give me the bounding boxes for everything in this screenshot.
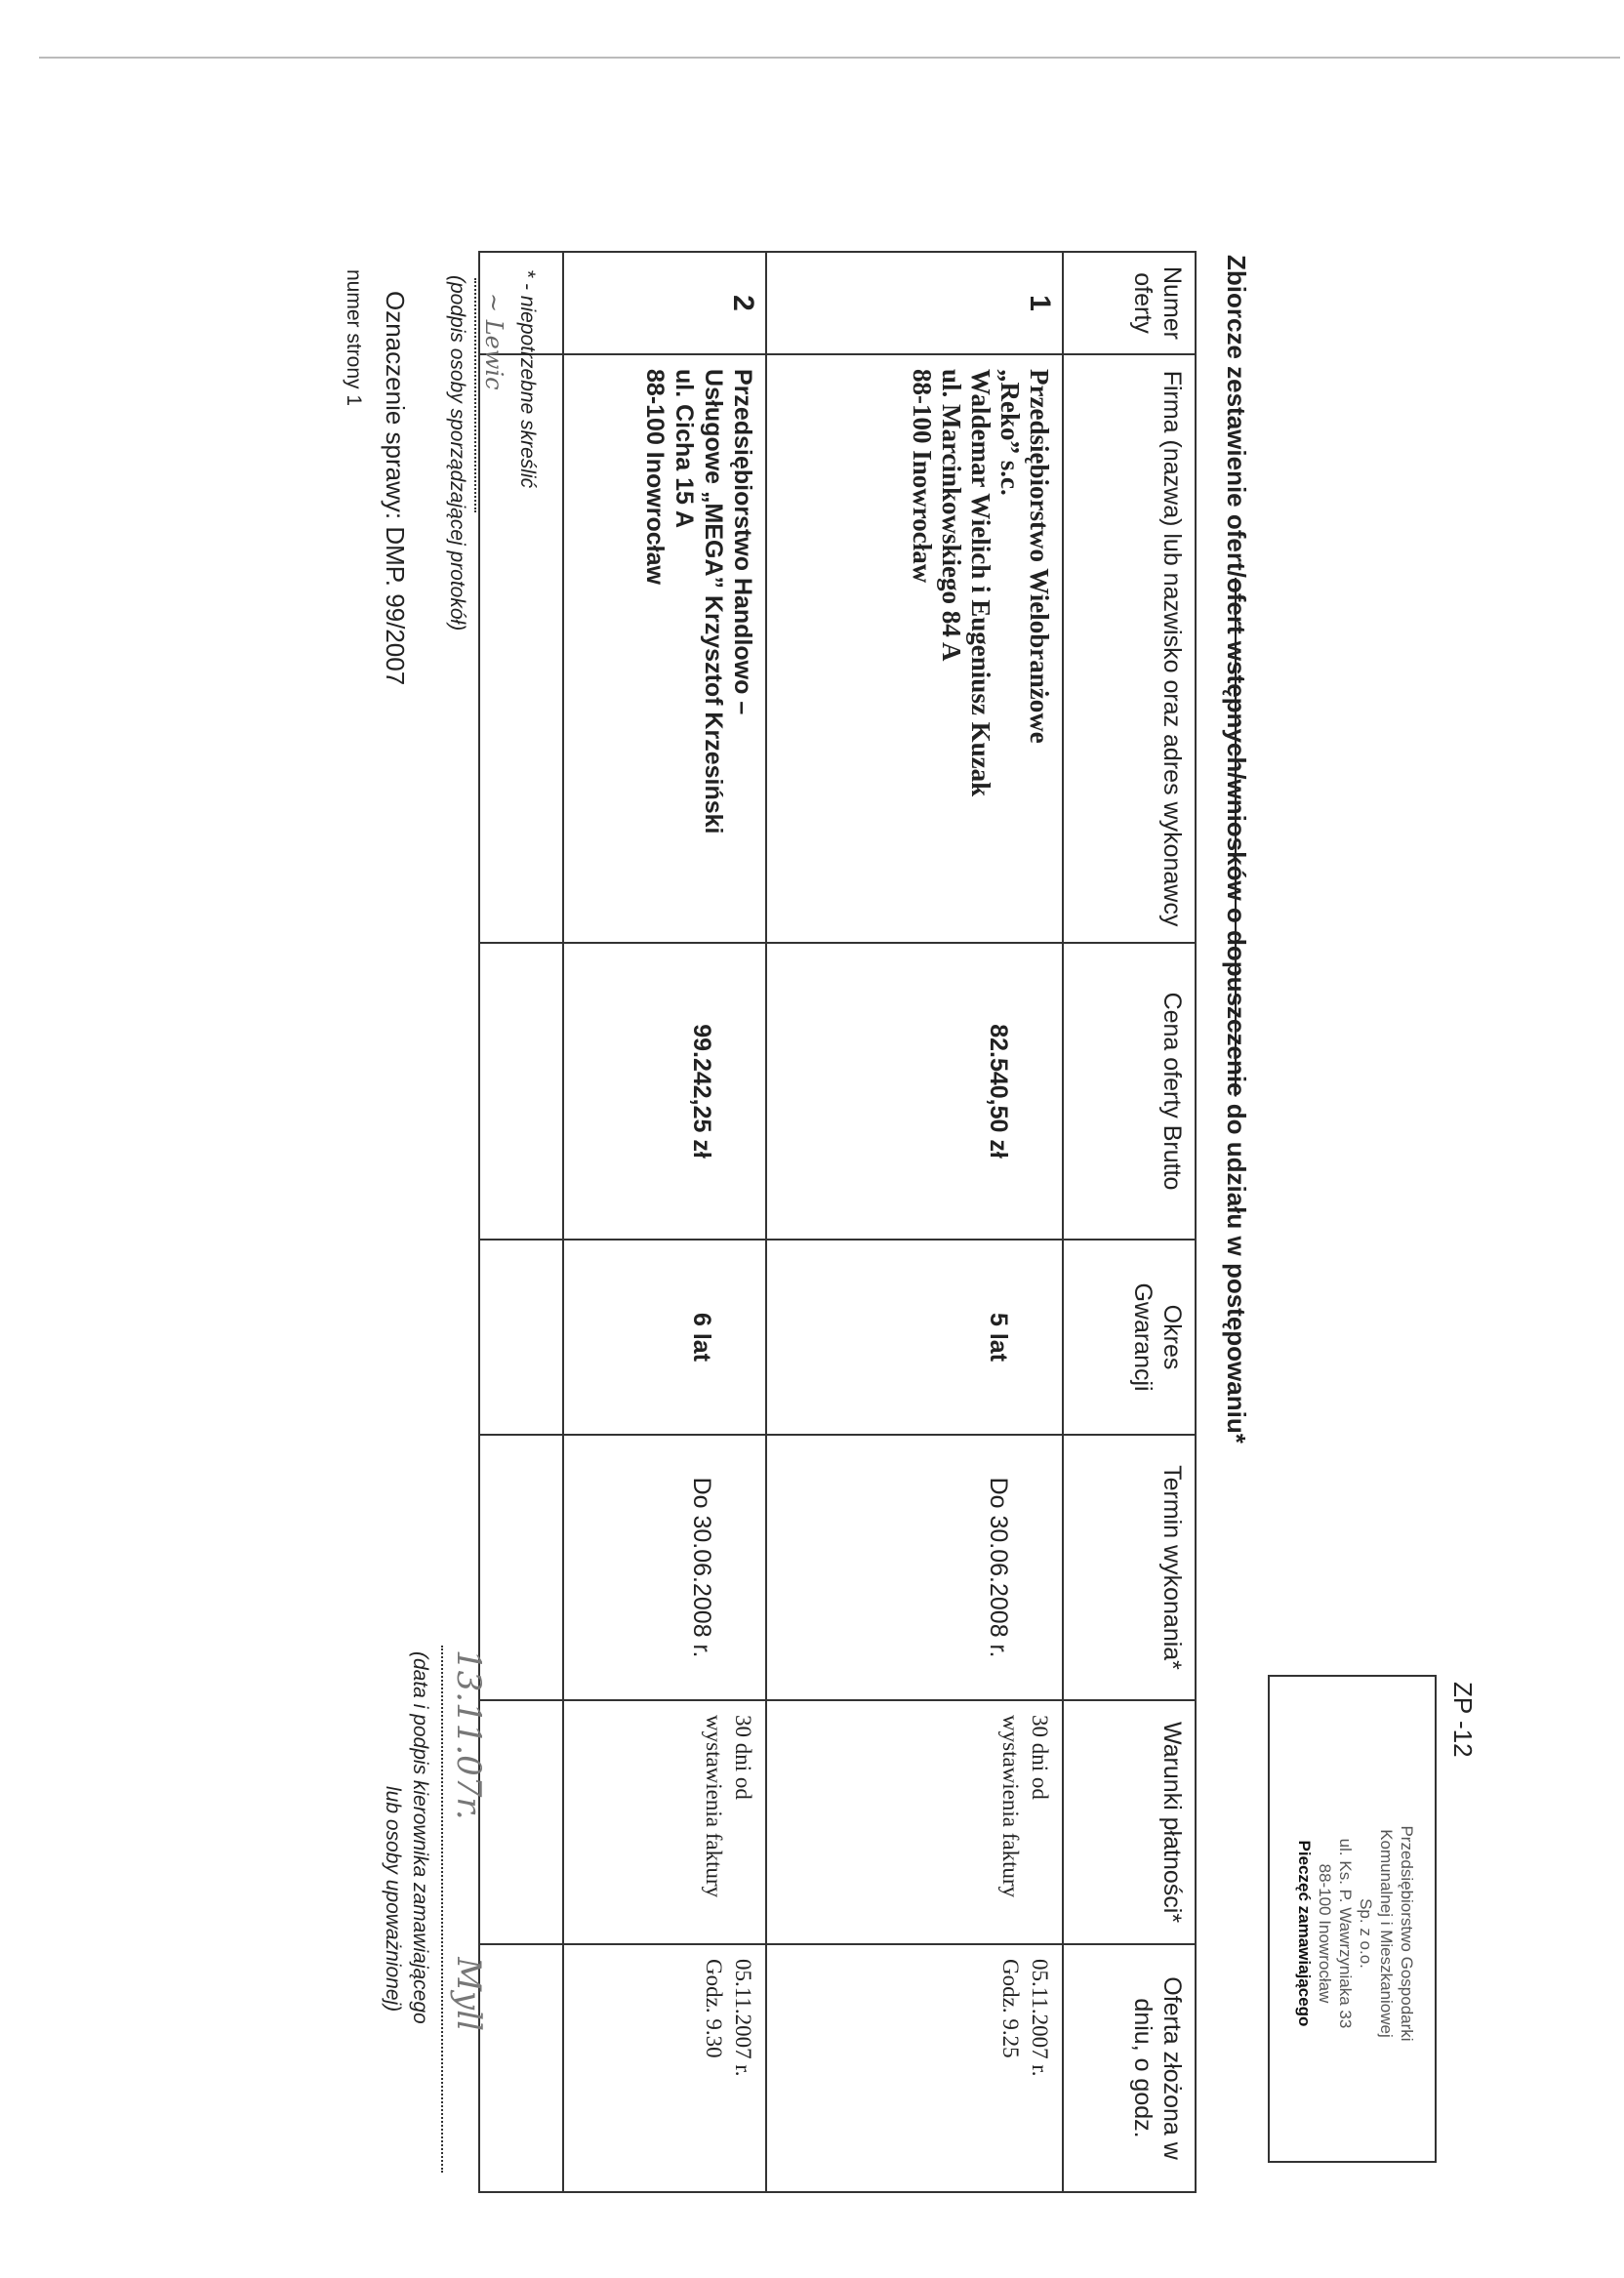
price-cell: 99.242,25 zł xyxy=(563,943,766,1240)
stamp-line: Komunalnej i Mieszkaniowej xyxy=(1377,1829,1396,2038)
submitted-date: 05.11.2007 r. xyxy=(1028,1959,1052,2077)
firm-cell xyxy=(563,354,766,943)
stamp-label: Pieczęć zamawiającego xyxy=(1295,1840,1314,2027)
firm-line: Przedsiębiorstwo Handlowo – xyxy=(729,369,756,715)
firm-line: 88-100 Inowrocław xyxy=(908,369,937,584)
preparer-caption: (podpis osoby sporządzającej protokół) xyxy=(446,275,468,631)
empty-cell xyxy=(479,1435,563,1700)
warranty-cell: 5 lat xyxy=(766,1240,1063,1435)
page-title xyxy=(1222,255,1251,1444)
empty-cell xyxy=(479,1700,563,1944)
firm-cell xyxy=(766,354,1063,943)
signature-line xyxy=(474,278,476,512)
price-cell: 82.540,50 zł xyxy=(766,943,1063,1240)
payment-cell xyxy=(766,1700,1063,1944)
payment-line: wystawienia faktury xyxy=(702,1715,726,1898)
submitted-cell xyxy=(766,1944,1063,2192)
manager-caption-2: lub osoby upoważnionej) xyxy=(382,1786,404,2013)
term-cell: Do 30.06.2008 r. xyxy=(563,1435,766,1700)
title-struck-text: ofert wstępnych/wniosków o dopuszczenie xyxy=(1222,577,1251,1097)
term-cell: Do 30.06.2008 r. xyxy=(766,1435,1063,1700)
title-end: do udziału w postępowaniu* xyxy=(1222,1096,1251,1444)
offer-number: 2 xyxy=(563,252,766,354)
submitted-time: Godz. 9.30 xyxy=(702,1959,726,2058)
manager-signature: 13.11.07r. Myll xyxy=(449,1649,488,2031)
form-code: ZP -12 xyxy=(1448,1682,1478,1758)
footnote: * - niepotrzebne skreślić xyxy=(516,269,539,489)
title-start: Zbiorcze zestawienie ofert/ xyxy=(1222,255,1251,578)
header-cell: Okres Gwarancji xyxy=(1063,1240,1196,1435)
submitted-time: Godz. 9.25 xyxy=(998,1959,1023,2058)
header-cell: Warunki płatności* xyxy=(1063,1700,1196,1944)
header-cell: Numer oferty xyxy=(1063,252,1196,354)
empty-cell xyxy=(479,943,563,1240)
empty-cell xyxy=(479,1240,563,1435)
stamp-line: Sp. z o.o. xyxy=(1357,1898,1375,1969)
stamp-line: 88-100 Inowrocław xyxy=(1316,1863,1334,2004)
payment-line: 30 dni od xyxy=(1028,1715,1052,1800)
case-reference: Oznaczenie sprawy: DMP. 99/2007 xyxy=(381,291,410,686)
firm-line: ul. Cicha 15 A xyxy=(670,369,698,529)
contracting-authority-stamp xyxy=(1268,1675,1437,2163)
table-row-empty xyxy=(479,252,563,2192)
submitted-cell xyxy=(563,1944,766,2192)
header-cell: Firma (nazwa) lub nazwisko oraz adres wykonawcy xyxy=(1063,354,1196,943)
firm-line: ul. Marcinkowskiego 84 A xyxy=(937,369,966,662)
table-row xyxy=(563,252,766,2192)
stamp-line: ul. Ks. P. Wawrzyniaka 33 xyxy=(1336,1838,1355,2029)
header-cell: Oferta złożona w dniu, o godz. xyxy=(1063,1944,1196,2192)
firm-line: Przedsiębiorstwo Wielobranżowe xyxy=(1025,369,1054,744)
firm-line: Usługowe „MEGA” Krzysztof Krzesiński xyxy=(700,369,727,834)
table-row xyxy=(766,252,1063,2192)
empty-cell xyxy=(479,1944,563,2192)
manager-caption: (data i podpis kierownika zamawiającego xyxy=(409,1651,431,2024)
payment-line: wystawienia faktury xyxy=(998,1715,1023,1898)
offers-table xyxy=(478,251,1197,2193)
warranty-cell: 6 lat xyxy=(563,1240,766,1435)
firm-line: 88-100 Inowrocław xyxy=(641,369,669,585)
page-number: numer strony 1 xyxy=(343,269,365,407)
preparer-signature: ~ Lewic xyxy=(480,293,508,390)
submitted-date: 05.11.2007 r. xyxy=(731,1959,755,2077)
firm-line: Waldemar Wielich i Eugeniusz Kuzak xyxy=(966,369,995,797)
header-cell: Termin wykonania* xyxy=(1063,1435,1196,1700)
table-header-row xyxy=(1063,252,1196,2192)
header-cell: Cena oferty Brutto xyxy=(1063,943,1196,1240)
offer-number: 1 xyxy=(766,252,1063,354)
signature-line xyxy=(441,1646,443,2173)
stamp-line: Przedsiębiorstwo Gospodarki xyxy=(1398,1825,1416,2042)
firm-line: „Reko” s.c. xyxy=(995,369,1025,496)
payment-cell xyxy=(563,1700,766,1944)
payment-line: 30 dni od xyxy=(731,1715,755,1800)
